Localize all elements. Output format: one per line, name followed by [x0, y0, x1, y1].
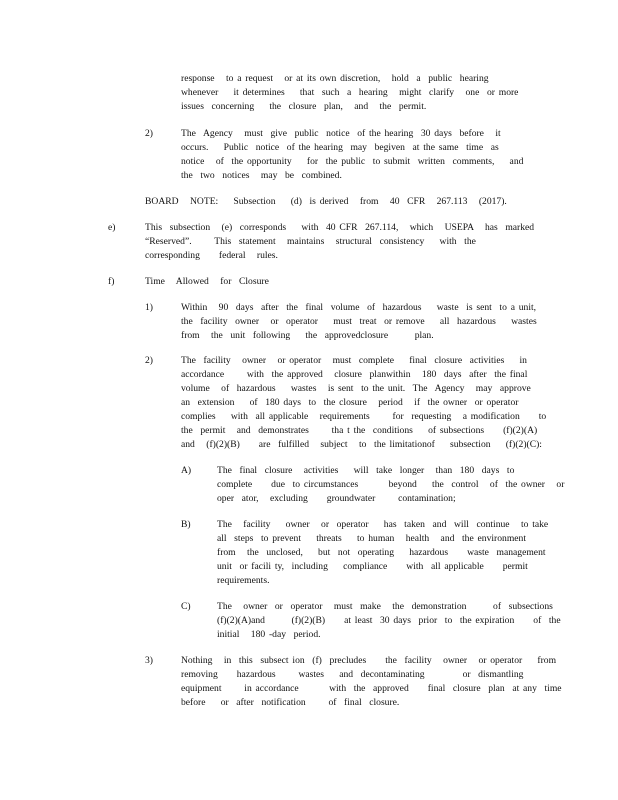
para-f-label: f) [108, 276, 115, 287]
para-f3-line-1: Nothing in this subsect ion (f) precludes the facility owner or operator from [181, 655, 557, 666]
para-d1-line-3: issues concerning the closure plan, and the permit. [181, 101, 427, 112]
para-f2b-label: B) [181, 519, 191, 530]
para-d1-line-2: whenever it determines that such a hearing might clarify one or more [181, 87, 519, 98]
para-f-heading: Time Allowed for Closure [145, 276, 269, 287]
para-f3-label: 3) [145, 655, 153, 666]
para-f1-label: 1) [145, 302, 153, 313]
para-d2-line-1: The Agency must give public notice of the hearing 30 days before it [181, 128, 501, 139]
para-f3-line-3: equipment in accordance with the approved final closure plan at any time [181, 683, 562, 694]
para-f2-line-4: an extension of 180 days to the closure period if the owner or operator [181, 397, 519, 408]
para-d2-label: 2) [145, 128, 153, 139]
para-f2-line-2: accordance with the approved closure planwithin 180 days after the final [181, 369, 528, 380]
para-f2c-line-1: The owner or operator must make the demonstration of subsections [217, 601, 553, 612]
para-f1-line-1: Within 90 days after the final volume of hazardous waste is sent to a unit, [181, 302, 537, 313]
para-f1-line-3: from the unit following the approvedclosure plan. [181, 330, 434, 341]
para-f2a-label: A) [181, 465, 192, 476]
para-f2c-label: C) [181, 601, 191, 612]
para-f2b-line-5: requirements. [217, 575, 270, 586]
para-e-line-2: “Reserved”. This statement maintains structural consistency with the [145, 236, 476, 247]
para-f2b-line-3: from the unclosed, but not operating hazardous waste management [217, 547, 546, 558]
para-e-line-1: This subsection (e) corresponds with 40 CFR 267.114, which USEPA has marked [145, 222, 535, 233]
para-f2b-line-4: unit or facili ty, including compliance with all applicable permit [217, 561, 528, 572]
para-d2-line-2: occurs. Public notice of the hearing may begiven at the same time as [181, 142, 499, 153]
para-f2c-line-3: initial 180 -day period. [217, 629, 321, 640]
para-f2a-line-1: The final closure activities will take longer than 180 days to [217, 465, 515, 476]
para-f1-line-2: the facility owner or operator must treat or remove all hazardous wastes [181, 316, 537, 327]
para-f3-line-4: before or after notification of final closure. [181, 697, 400, 708]
para-e-line-3: corresponding federal rules. [145, 250, 278, 261]
para-f2-label: 2) [145, 355, 153, 366]
para-f2-line-3: volume of hazardous wastes is sent to the unit. The Agency may approve [181, 383, 531, 394]
para-d2-line-3: notice of the opportunity for the public to submit written comments, and [181, 156, 524, 167]
para-f2-line-5: complies with all applicable requirements for requesting a modification to [181, 411, 547, 422]
para-e-label: e) [108, 222, 116, 233]
para-f3-line-2: removing hazardous wastes and decontaminating or dismantling [181, 669, 524, 680]
para-f2-line-1: The facility owner or operator must complete final closure activities in [181, 355, 527, 366]
para-f2c-line-2: (f)(2)(A)and (f)(2)(B) at least 30 days prior to the expiration of the [217, 615, 561, 626]
para-f2a-line-3: oper ator, excluding groundwater contamination; [217, 493, 456, 504]
board-note: BOARD NOTE: Subsection (d) is derived from 40 CFR 267.113 (2017). [145, 196, 507, 207]
para-f2a-line-2: complete due to circumstances beyond the control of the owner or [217, 479, 565, 490]
para-f2b-line-1: The facility owner or operator has taken and will continue to take [217, 519, 549, 530]
para-d2-line-4: the two notices may be combined. [181, 170, 342, 181]
para-d1-line-1: response to a request or at its own discretion, hold a public hearing [181, 73, 489, 84]
para-f2b-line-2: all steps to prevent threats to human health and the environment [217, 533, 527, 544]
para-f2-line-7: and (f)(2)(B) are fulfilled subject to the limitationof subsection (f)(2)(C): [181, 439, 542, 450]
para-f2-line-6: the permit and demonstrates tha t the conditions of subsections (f)(2)(A) [181, 425, 538, 436]
